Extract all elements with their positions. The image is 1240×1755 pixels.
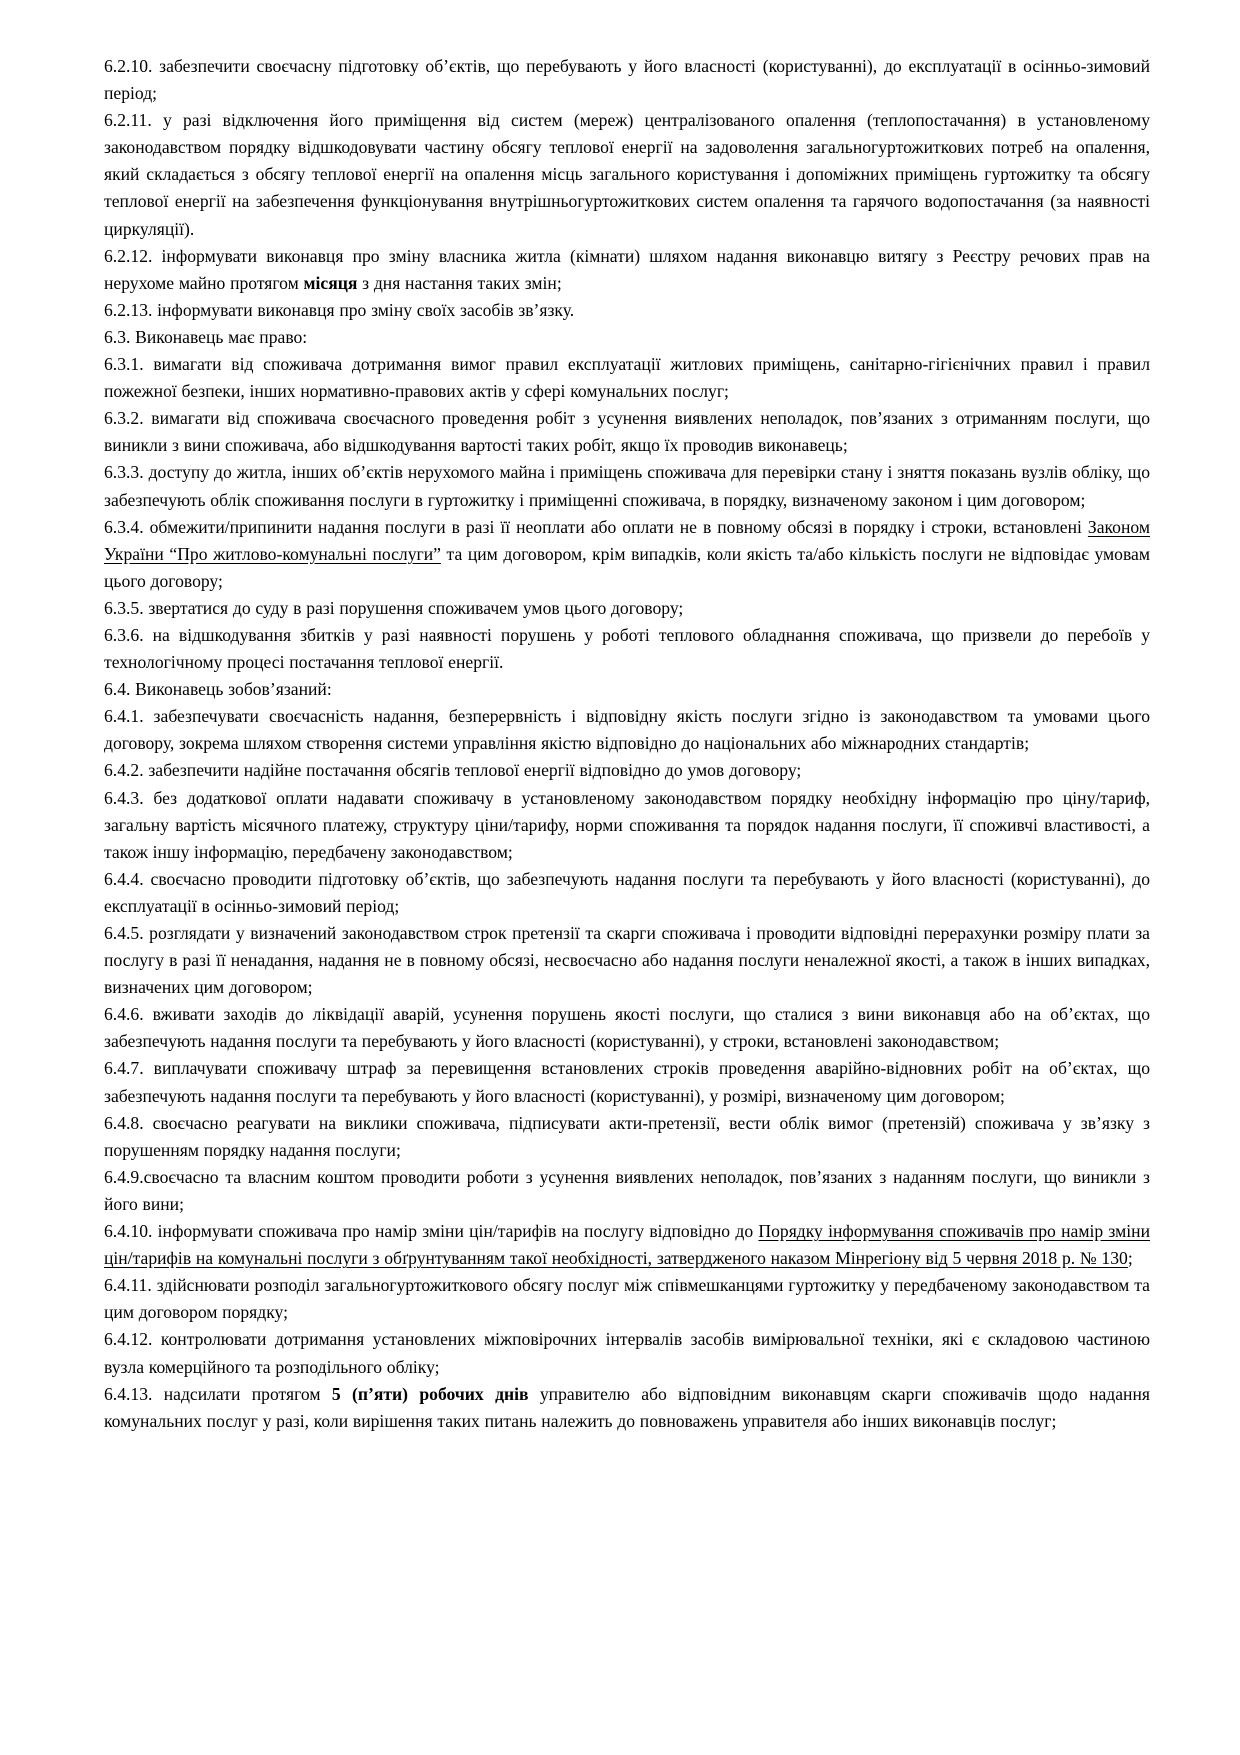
- paragraph: [104, 1272, 1150, 1326]
- paragraph: [104, 622, 1150, 676]
- paragraph: [104, 53, 1150, 107]
- paragraph: [104, 1110, 1150, 1164]
- paragraph: [104, 676, 1150, 703]
- paragraph: [104, 703, 1150, 757]
- text-run: 6.4.7. виплачувати споживачу штраф за перевищення встановлених строків проведення аварійно-відновних робіт на об’єктах, що забезпечують надання послуги та перебувають у його власності (користуванні), у розмірі, визначеному цим договором;: [104, 1058, 1150, 1106]
- paragraph: [104, 351, 1150, 405]
- text-run: 6.4.2. забезпечити надійне постачання обсягів теплової енергії відповідно до умов договору;: [104, 760, 802, 781]
- paragraph: [104, 1164, 1150, 1218]
- text-run: 6.4.4. своєчасно проводити підготовку об’єктів, що забезпечують надання послуги та перебувають у його власності (користуванні), до експлуатації в осінньо-зимовий період;: [104, 868, 1150, 916]
- paragraph: [104, 866, 1150, 920]
- text-run: ;: [1127, 1248, 1133, 1269]
- paragraph: [104, 1001, 1150, 1055]
- text-run: 6.3.2. вимагати від споживача своєчасного проведення робіт з усунення виявлених неполадок, пов’язаних з отриманням послуги, що виникли з вини споживача, або відшкодування вартості таких робіт, якщо їх проводив виконавець;: [104, 408, 1150, 456]
- underlined-reference: Законом України “Про житлово-комунальні послуги”: [104, 516, 1150, 564]
- paragraph: [104, 1381, 1150, 1435]
- text-run: 6.3.4. обмежити/припинити надання послуги в разі її неоплати або оплати не в повному обсязі в порядку і строки, встановлені: [104, 516, 1088, 537]
- paragraph: [104, 405, 1150, 459]
- underlined-reference: Порядку інформування споживачів про намір зміни цін/тарифів на комунальні послуги з обґрунтуванням такої необхідності, затвердженого наказом Мінрегіону від 5 червня 2018 р. № 130: [104, 1221, 1150, 1269]
- text-run: 6.4.3. без додаткової оплати надавати споживачу в установленому законодавством порядку необхідну інформацію про ціну/тариф, загальну вартість місячного платежу, структуру ціни/тарифу, норми споживання та порядок надання послуги, її споживчі властивості, а також іншу інформацію, передбачену законодавством;: [104, 787, 1150, 862]
- paragraph: [104, 459, 1150, 513]
- text-run: 6.2.10. забезпечити своєчасну підготовку об’єктів, що перебувають у його власності (користуванні), до експлуатації в осінньо-зимовий період;: [104, 56, 1150, 104]
- paragraph: [104, 920, 1150, 1001]
- text-run: 6.3. Виконавець має право:: [104, 326, 308, 347]
- text-run: 6.2.12. інформувати виконавця про зміну власника житла (кімнати) шляхом надання виконавцю витягу з Реєстру речових прав на нерухоме майно протягом: [104, 245, 1150, 293]
- text-run: 6.2.13. інформувати виконавця про зміну своїх засобів зв’язку.: [104, 299, 575, 320]
- text-run: 6.4.9.своєчасно та власним коштом проводити роботи з усунення виявлених неполадок, пов’язаних з наданням послуги, що виникли з його вини;: [104, 1166, 1150, 1214]
- paragraph: [104, 243, 1150, 297]
- text-run: 6.3.6. на відшкодування збитків у разі наявності порушень у роботі теплового обладнання споживача, що призвели до перебоїв у технологічному процесі постачання теплової енергії.: [104, 624, 1150, 673]
- text-run: управителю або відповідним виконавцям скарги споживачів щодо надання комунальних послуг у разі, коли вирішення таких питань належить до повноважень управителя або інших виконавців послуг;: [104, 1383, 1150, 1431]
- text-run: 6.4. Виконавець зобов’язаний:: [104, 679, 332, 700]
- text-run: 6.3.1. вимагати від споживача дотримання вимог правил експлуатації житлових приміщень, санітарно-гігієнічних правил і правил пожежної безпеки, інших нормативно-правових актів у сфері комунальних послуг;: [104, 354, 1150, 402]
- document-body: [104, 53, 1150, 1435]
- text-run: 6.4.8. своєчасно реагувати на виклики споживача, підписувати акти-претензії, вести облік вимог (претензій) споживача у зв’язку з порушенням порядку надання послуги;: [104, 1112, 1150, 1160]
- text-run: з дня настання таких змін;: [357, 272, 562, 293]
- text-run: 6.3.5. звертатися до суду в разі порушення споживачем умов цього договору;: [104, 597, 684, 618]
- bold-text: 5 (п’яти) робочих днів: [331, 1383, 529, 1404]
- text-run: 6.4.12. контролювати дотримання установлених міжповірочних інтервалів засобів вимірювальної техніки, які є складовою частиною вузла комерційного та розподільного обліку;: [104, 1329, 1150, 1377]
- paragraph: [104, 1326, 1150, 1380]
- text-run: 6.2.11. у разі відключення його приміщення від систем (мереж) централізованого опалення (теплопостачання) в установленому законодавством порядку відшкодовувати частину обсягу теплової енергії на задоволення загальногуртожиткових потреб на опалення, який складається з обсягу теплової енергії на опалення місць загального користування і допоміжних приміщень гуртожитку та обсягу теплової енергії на забезпечення функціонування внутрішньогуртожиткових систем опалення та гарячого водопостачання (за наявності циркуляції).: [104, 110, 1150, 239]
- paragraph: [104, 595, 1150, 622]
- text-run: 6.4.11. здійснювати розподіл загальногуртожиткового обсягу послуг між співмешканцями гуртожитку у передбаченому законодавством та цим договором порядку;: [104, 1275, 1150, 1323]
- paragraph: [104, 1218, 1150, 1272]
- paragraph: [104, 514, 1150, 595]
- paragraph: [104, 107, 1150, 242]
- paragraph: [104, 757, 1150, 784]
- bold-text: місяця: [303, 272, 358, 293]
- text-run: та цим договором, крім випадків, коли якість та/або кількість послуги не відповідає умовам цього договору;: [104, 543, 1150, 591]
- text-run: 6.3.3. доступу до житла, інших об’єктів нерухомого майна і приміщень споживача для перевірки стану і зняття показань вузлів обліку, що забезпечують облік споживання послуги в гуртожитку і приміщенні споживача, в порядку, визначеному законом і цим договором;: [104, 462, 1150, 510]
- paragraph: [104, 297, 1150, 324]
- paragraph: [104, 1055, 1150, 1109]
- paragraph: [104, 324, 1150, 351]
- text-run: 6.4.10. інформувати споживача про намір зміни цін/тарифів на послугу відповідно до: [104, 1221, 759, 1242]
- text-run: 6.4.6. вживати заходів до ліквідації аварій, усунення порушень якості послуги, що сталися з вини виконавця або на об’єктах, що забезпечують надання послуги та перебувають у його власності (користуванні), у строки, встановлені законодавством;: [104, 1004, 1150, 1052]
- text-run: 6.4.5. розглядати у визначений законодавством строк претензії та скарги споживача і проводити відповідні перерахунки розміру плати за послугу в разі її ненадання, надання не в повному обсязі, несвоєчасно або надання послуги неналежної якості, а також в інших випадках, визначених цим договором;: [104, 923, 1150, 998]
- text-run: 6.4.1. забезпечувати своєчасність надання, безперервність і відповідну якість послуги згідно із законодавством та умовами цього договору, зокрема шляхом створення системи управління якістю відповідно до національних або міжнародних стандартів;: [104, 706, 1150, 754]
- text-run: 6.4.13. надсилати протягом: [104, 1383, 332, 1404]
- paragraph: [104, 785, 1150, 866]
